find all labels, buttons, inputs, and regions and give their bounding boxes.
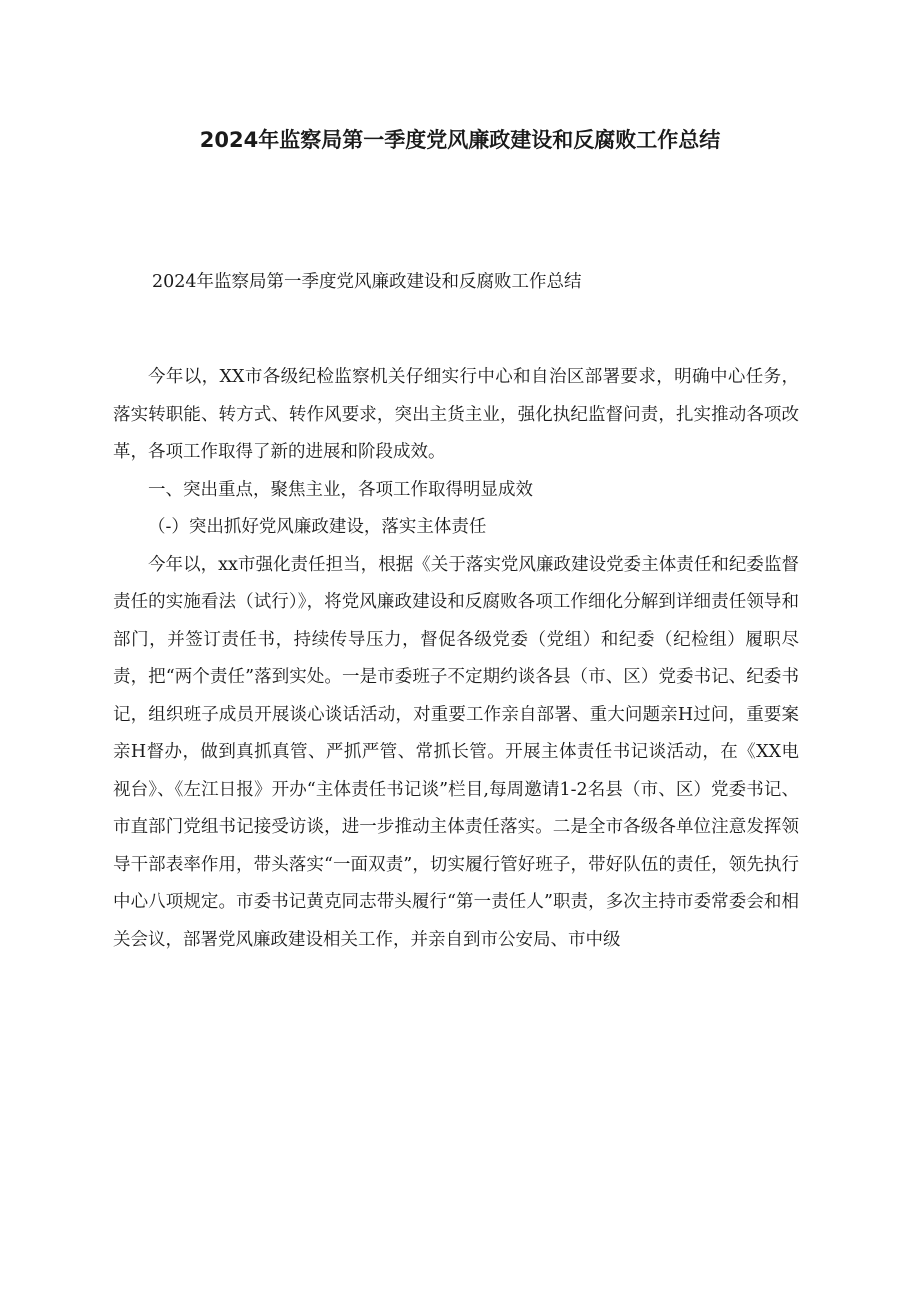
document-body bbox=[113, 359, 799, 959]
intro-paragraph: 今年以，XX市各级纪检监察机关仔细实行中心和自治区部署要求，明确中心任务，落实转职能、转方式、转作风要求，突出主货主业，强化执纪监督问责，扎实推动各项改革，各项工作取得了新的进展和阶段成效。 bbox=[113, 367, 799, 462]
document-title: 2024年监察局第一季度党风廉政建设和反腐败工作总结 bbox=[199, 128, 721, 152]
section-heading: 一、突出重点，聚焦主业，各项工作取得明显成效 bbox=[148, 479, 533, 500]
document-subtitle: 2024年监察局第一季度党风廉政建设和反腐败工作总结 bbox=[152, 272, 582, 292]
body-paragraph: 今年以，xx市强化责任担当，根据《关于落实党风廉政建设党委主体责任和纪委监督责任的实施看法（试行）》，将党风廉政建设和反腐败各项工作细化分解到详细责任领导和部门，并签订责任书，持续传导压力，督促各级党委（党组）和纪委（纪检组）履职尽责，把“两个责任”落到实处。一是市委班子不定期约谈各县（市、区）党委书记、纪委书记，组织班子成员开展谈心谈话活动，对重要工作亲自部署、重大问题亲H过问，重要案亲H督办，做到真抓真管、严抓严管、常抓长管。开展主体责任书记谈活动，在《XX电视台》、《左江日报》开办“主体责任书记谈”栏目,每周邀请1-2名县（市、区）党委书记、市直部门党组书记接受访谈，进一步推动主体责任落实。二是全市各级各单位注意发挥领导干部表率作用，带头落实“一面双责”，切实履行管好班子，带好队伍的责任，领先执行中心八项规定。市委书记黄克同志带头履行“第一责任人”职责，多次主持市委常委会和相关会议，部署党风廉政建设相关工作，并亲自到市公安局、市中级 bbox=[113, 554, 799, 950]
subsection-heading: （-）突出抓好党风廉政建设，落实主体责任 bbox=[148, 517, 487, 537]
